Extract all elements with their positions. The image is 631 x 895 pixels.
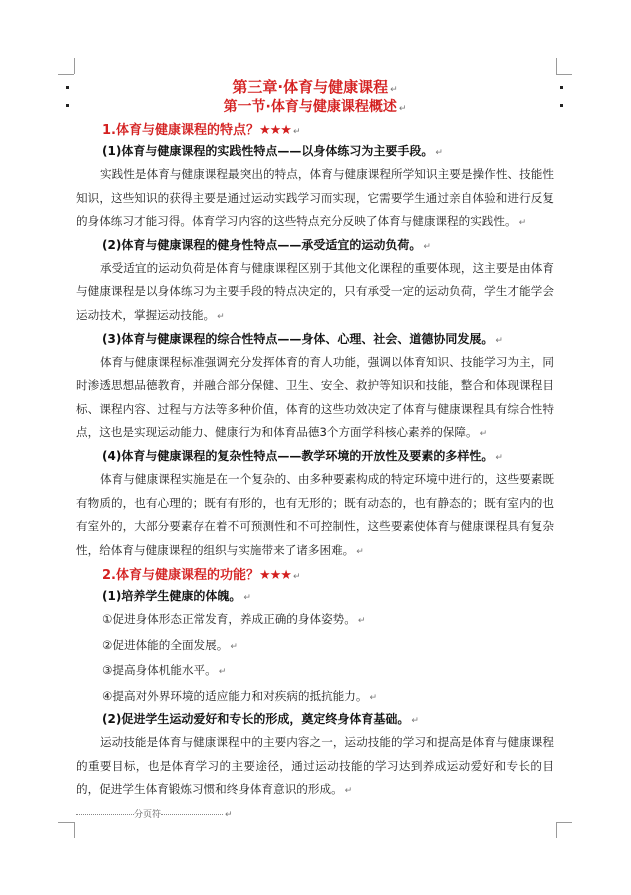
crop-mark-bottom-right [556, 822, 572, 823]
page-break-label: 分页符 [134, 809, 162, 820]
body-paragraph: 承受适宜的运动负荷是体育与健康课程区别于其他文化课程的重要体现，这主要是由体育与健康课程是以身体练习为主要手段的特点决定的，只有承受一定的运动负荷，学生才能学会运动技术，掌握运动技能。 ↵ [76, 260, 554, 322]
bullet-marker [66, 86, 69, 89]
document-body [76, 77, 554, 822]
crop-mark-top-right [556, 58, 557, 74]
crop-mark-top-left [58, 74, 74, 75]
list-item: ②促进体能的全面发展。 ↵ [102, 637, 238, 652]
bullet-marker [560, 86, 563, 89]
subheading: (1)培养学生健康的体魄。 ↵ [102, 589, 251, 604]
question-heading: 1.体育与健康课程的特点？★★★ ↵ [102, 123, 301, 138]
subheading: (3)体育与健康课程的综合性特点——身体、心理、社会、道德协同发展。 ↵ [102, 331, 503, 346]
section-title: 第一节·体育与健康课程概述 ↵ [223, 99, 407, 115]
list-item: ①促进身体形态正常发育，养成正确的身体姿势。 ↵ [102, 612, 366, 627]
subheading: (2)体育与健康课程的健身性特点——承受适宜的运动负荷。 ↵ [102, 237, 431, 252]
crop-mark-bottom-left [58, 822, 74, 823]
body-paragraph: 体育与健康课程实施是在一个复杂的、由多种要素构成的特定环境中进行的，这些要素既有物质的，也有心理的；既有有形的，也有无形的；既有动态的，也有静态的；既有室内的也有室外的，大部分要素存在着不可预测性和不可控制性，这些要素使体育与健康课程具有复杂性，给体育与健康课程的组织与实施带来了诸多困难。 ↵ [76, 471, 554, 557]
star-rating: ★★★ [258, 123, 291, 138]
bullet-marker [66, 104, 69, 107]
body-paragraph: 实践性是体育与健康课程最突出的特点，体育与健康课程所学知识主要是操作性、技能性知识，这些知识的获得主要是通过运动实践学习而实现，它需要学生通过亲自体验和进行反复的身体练习才能习得。体育学习内容的这些特点充分反映了体育与健康课程的实践性。 ↵ [76, 167, 554, 229]
chapter-title: 第三章·体育与健康课程 ↵ [232, 78, 398, 96]
crop-mark-bottom-left [74, 822, 75, 838]
list-item: ③提高身体机能水平。 ↵ [102, 663, 227, 678]
body-paragraph: 体育与健康课程标准强调充分发挥体育的育人功能，强调以体育知识、技能学习为主，同时渗透思想品德教育，并融合部分保健、卫生、安全、救护等知识和技能，整合和体现课程目标、课程内容、过程与方法等多种价值，体育的这些功效决定了体育与健康课程具有综合性特点，这也是实现运动能力、健康行为和体育品德3个方面学科核心素养的保障。 ↵ [76, 354, 554, 440]
crop-mark-top-right [556, 74, 572, 75]
subheading: (2)促进学生运动爱好和专长的形成，奠定终身体育基础。 ↵ [102, 711, 419, 726]
crop-mark-bottom-right [556, 822, 557, 838]
star-rating: ★★★ [258, 568, 291, 584]
list-item: ④提高对外界环境的适应能力和对疾病的抵抗能力。 ↵ [102, 688, 378, 703]
question-heading: 2.体育与健康课程的功能？★★★ ↵ [102, 568, 301, 584]
page-break-marker: 分页符 ↵ [76, 808, 554, 822]
subheading: (1)体育与健康课程的实践性特点——以身体练习为主要手段。 ↵ [102, 144, 443, 158]
body-paragraph: 运动技能是体育与健康课程中的主要内容之一，运动技能的学习和提高是体育与健康课程的重要目标，也是体育学习的主要途径，通过运动技能的学习达到养成运动爱好和专长的目的，促进学生体育锻炼习惯和终身体育意识的形成。 ↵ [76, 734, 554, 797]
crop-mark-top-left [74, 58, 75, 74]
subheading: (4)体育与健康课程的复杂性特点——教学环境的开放性及要素的多样性。 ↵ [102, 448, 503, 463]
bullet-marker [560, 104, 563, 107]
